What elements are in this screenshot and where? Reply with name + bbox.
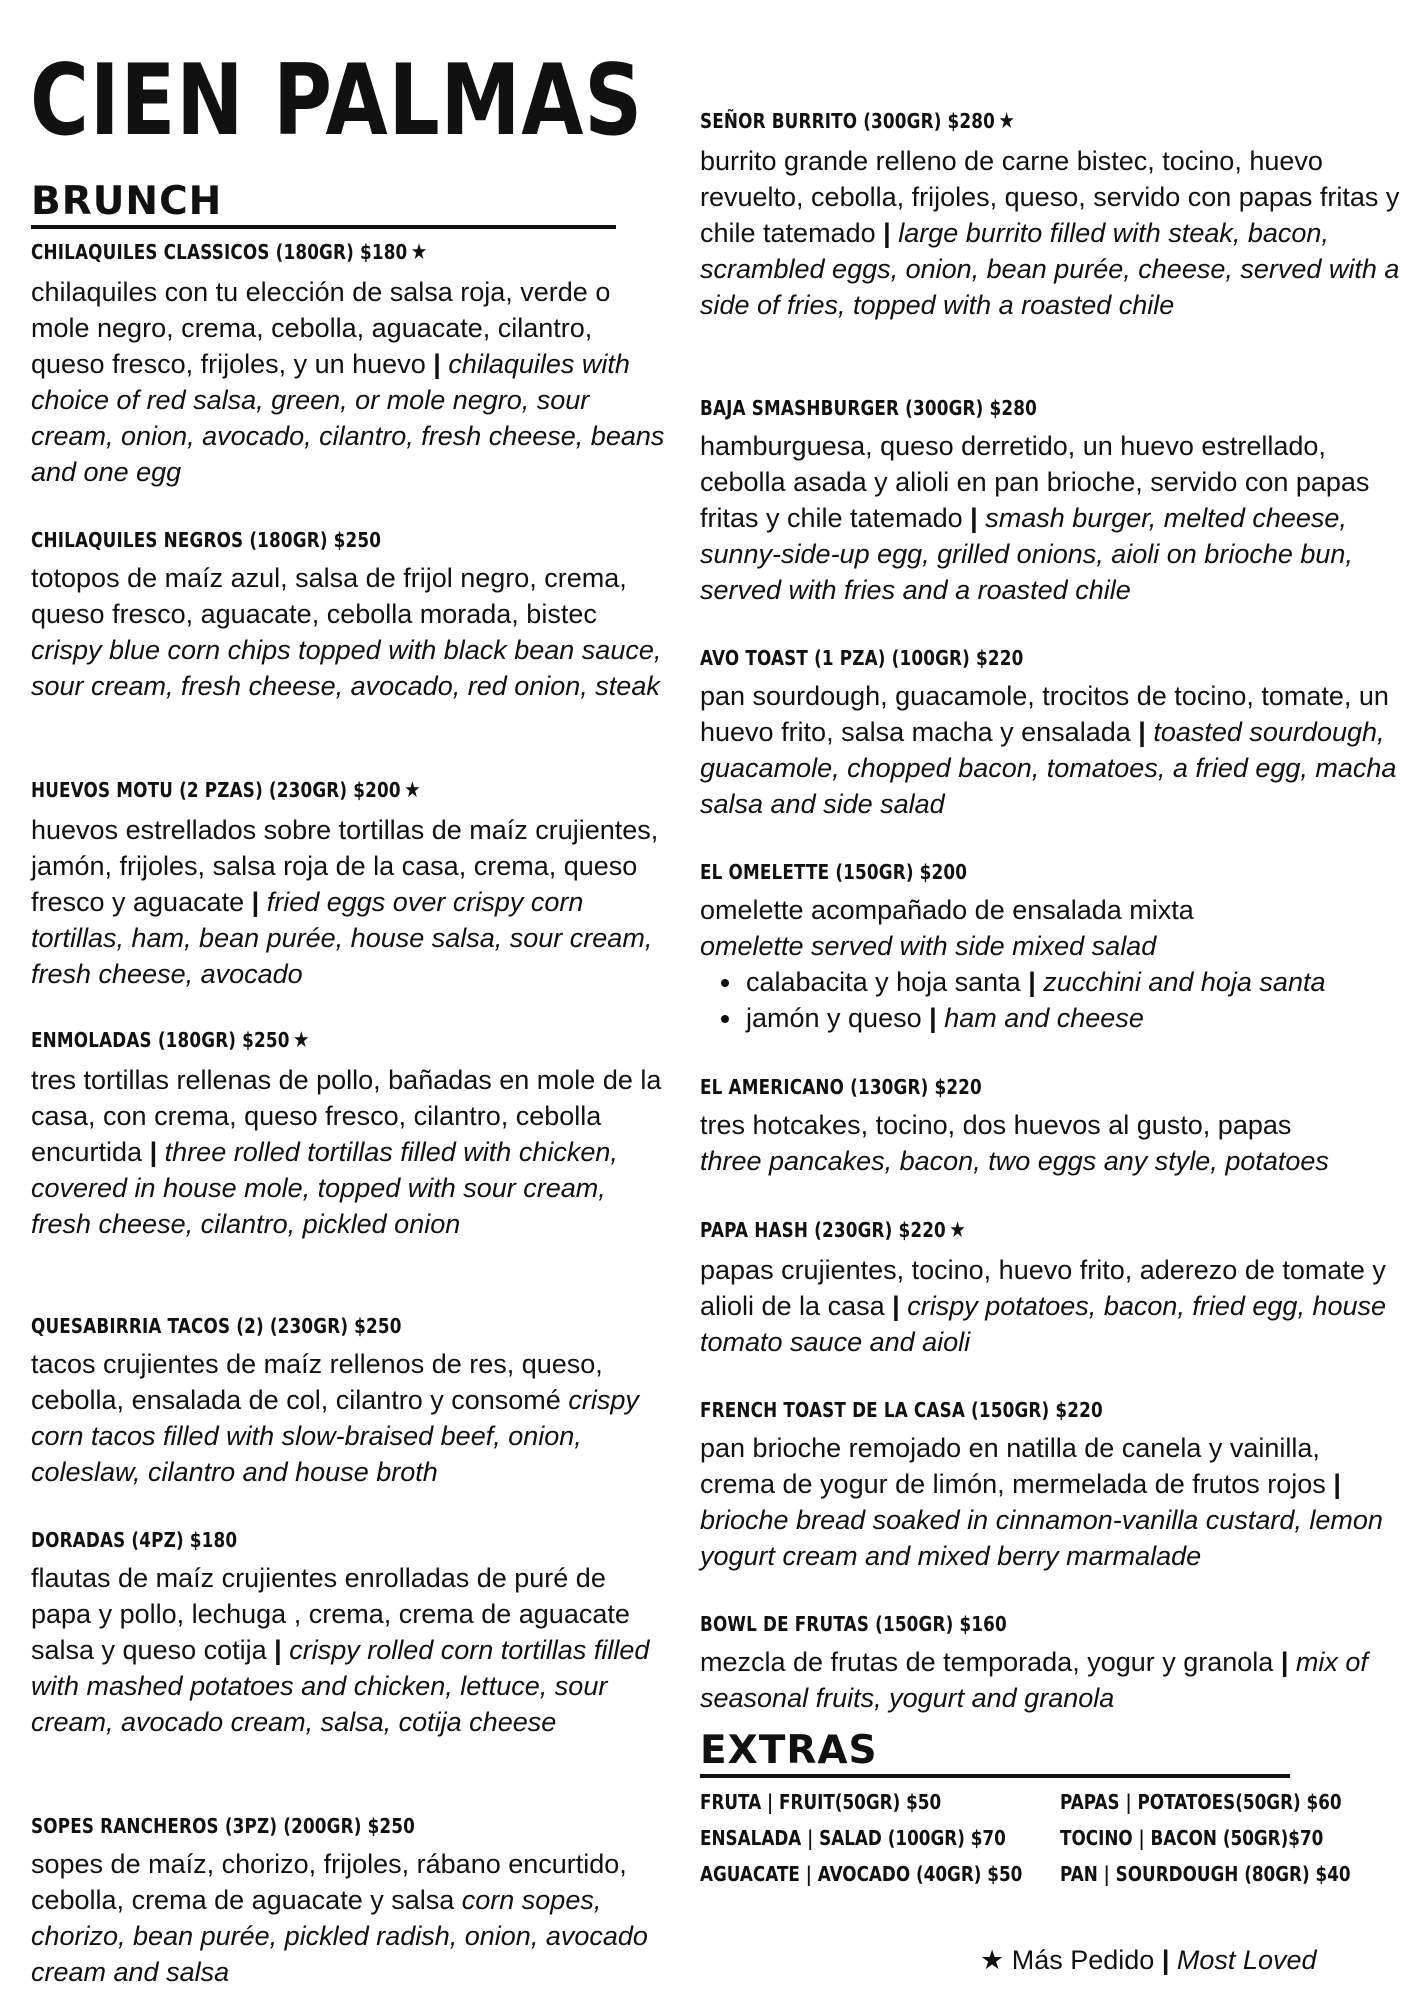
star-icon: ★	[998, 109, 1016, 134]
extra-item: AGUACATE | AVOCADO (40GR) $50	[700, 1862, 1023, 1886]
menu-item	[31, 242, 671, 490]
item-description: pan brioche remojado en natilla de canela y vainilla, crema de yogur de limón, mermelada de frutos rojos | brioche bread soaked in cinnamon-vanilla custard, lemon yogurt cream and mixed berry marmalade	[700, 1433, 1383, 1571]
menu-item	[700, 398, 1400, 608]
item-title: PAPA HASH (230GR) $220 ★	[700, 1218, 967, 1243]
extras-rule	[700, 1774, 1290, 1778]
item-description: pan sourdough, guacamole, trocitos de tocino, tomate, un huevo frito, salsa macha y ensalada | toasted sourdough, guacamole, chopped bacon, tomatoes, a fried egg, macha salsa and side salad	[700, 681, 1397, 819]
extras-heading: EXTRAS	[700, 1728, 878, 1773]
menu-item	[700, 1220, 1400, 1360]
extra-item: FRUTA | FRUIT(50GR) $50	[700, 1790, 942, 1814]
extras-list	[700, 1788, 1380, 1888]
item-description: omelette acompañado de ensalada mixta omelette served with side mixed salad	[700, 895, 1194, 961]
item-description: totopos de maíz azul, salsa de frijol negro, crema, queso fresco, aguacate, cebolla morada, bistec crispy blue corn chips topped with black bean sauce, sour cream, fresh cheese, avocado, red onion, steak	[31, 563, 662, 701]
option-item: • calabacita y hoja santa | zucchini and hoja santa	[744, 964, 1400, 1000]
extra-item: PAPAS | POTATOES(50GR) $60	[1060, 1790, 1342, 1814]
item-description: tacos crujientes de maíz rellenos de res, queso, cebolla, ensalada de col, cilantro y consomé crispy corn tacos filled with slow-braised beef, onion, coleslaw, cilantro and house broth	[31, 1349, 639, 1487]
item-title: FRENCH TOAST DE LA CASA (150GR) $220	[700, 1398, 1103, 1422]
menu-item	[700, 1614, 1400, 1716]
extra-item: PAN | SOURDOUGH (80GR) $40	[1060, 1862, 1351, 1886]
star-icon: ★	[410, 240, 428, 265]
item-title: SEÑOR BURRITO (300GR) $280 ★	[700, 109, 1016, 134]
item-description: burrito grande relleno de carne bistec, tocino, huevo revuelto, cebolla, frijoles, queso, servido con papas fritas y chile tatemado | large burrito filled with steak, bacon, scrambled eggs, onion, bean purée, cheese, served with a side of fries, topped with a roasted chile	[700, 146, 1400, 320]
item-title: QUESABIRRIA TACOS (2) (230GR) $250	[31, 1314, 402, 1338]
star-icon: ★	[980, 1945, 1005, 1975]
brunch-rule	[31, 225, 616, 229]
menu-item	[31, 1816, 671, 1990]
item-title: ENMOLADAS (180GR) $250 ★	[31, 1028, 310, 1053]
extra-item: TOCINO | BACON (50GR)$70	[1060, 1826, 1324, 1850]
omelette-options	[700, 964, 1400, 1036]
item-title: HUEVOS MOTU (2 PZAS) (230GR) $200 ★	[31, 778, 421, 803]
item-description: tres hotcakes, tocino, dos huevos al gusto, papas three pancakes, bacon, two eggs any style, potatoes	[700, 1110, 1329, 1176]
menu-item	[31, 1530, 671, 1740]
item-title: CHILAQUILES NEGROS (180GR) $250	[31, 528, 382, 552]
item-description: sopes de maíz, chorizo, frijoles, rábano encurtido, cebolla, crema de aguacate y salsa corn sopes, chorizo, bean purée, pickled radish, onion, avocado cream and salsa	[31, 1849, 648, 1987]
option-item: • jamón y queso | ham and cheese	[744, 1000, 1400, 1036]
item-description: papas crujientes, tocino, huevo frito, aderezo de tomate y alioli de la casa | crispy potatoes, bacon, fried egg, house tomato sauce and aioli	[700, 1255, 1387, 1357]
legend-note: ★ Más Pedido | Most Loved	[980, 1945, 1317, 1975]
menu-item	[31, 1316, 671, 1490]
brunch-heading: BRUNCH	[31, 179, 223, 224]
menu-item	[700, 1400, 1400, 1574]
item-description: mezcla de frutas de temporada, yogur y granola | mix of seasonal fruits, yogurt and granola	[700, 1647, 1368, 1713]
item-description: huevos estrellados sobre tortillas de maíz crujientes, jamón, frijoles, salsa roja de la casa, crema, queso fresco y aguacate | fried eggs over crispy corn tortillas, ham, bean purée, house salsa, sour cream, fresh cheese, avocado	[31, 815, 659, 989]
item-title: EL AMERICANO (130GR) $220	[700, 1075, 982, 1099]
item-title: DORADAS (4PZ) $180	[31, 1528, 238, 1552]
item-description: flautas de maíz crujientes enrolladas de puré de papa y pollo, lechuga , crema, crema de aguacate salsa y queso cotija | crispy rolled corn tortillas filled with mashed potatoes and chicken, lettuce, sour cream, avocado cream, salsa, cotija cheese	[31, 1563, 650, 1737]
menu-item	[700, 648, 1400, 822]
menu-item	[700, 111, 1400, 323]
item-title: EL OMELETTE (150GR) $200	[700, 860, 968, 884]
restaurant-title: CIEN PALMAS	[30, 44, 643, 158]
item-title: AVO TOAST (1 PZA) (100GR) $220	[700, 646, 1024, 670]
item-title: SOPES RANCHEROS (3PZ) (200GR) $250	[31, 1814, 416, 1838]
menu-item	[700, 1077, 1400, 1179]
star-icon: ★	[949, 1218, 967, 1243]
item-description: chilaquiles con tu elección de salsa roja, verde o mole negro, crema, cebolla, aguacate, cilantro, queso fresco, frijoles, y un huevo | chilaquiles with choice of red salsa, green, or mole negro, sour cream, onion, avocado, cilantro, fresh cheese, beans and one egg	[31, 277, 665, 487]
menu-item	[31, 780, 671, 992]
item-title: BOWL DE FRUTAS (150GR) $160	[700, 1612, 1007, 1636]
item-description: hamburguesa, queso derretido, un huevo estrellado, cebolla asada y alioli en pan brioche, servido con papas fritas y chile tatemado | smash burger, melted cheese, sunny-side-up egg, grilled onions, aioli on brioche bun, served with fries and a roasted chile	[700, 431, 1370, 605]
menu-item	[31, 1030, 671, 1242]
star-icon: ★	[292, 1028, 310, 1053]
menu-item	[700, 862, 1400, 1036]
item-title: CHILAQUILES CLASSICOS (180GR) $180 ★	[31, 240, 428, 265]
menu-item	[31, 530, 671, 704]
extras-header	[700, 1728, 1290, 1778]
extra-item: ENSALADA | SALAD (100GR) $70	[700, 1826, 1006, 1850]
item-description: tres tortillas rellenas de pollo, bañadas en mole de la casa, con crema, queso fresco, cilantro, cebolla encurtida | three rolled tortillas filled with chicken, covered in house mole, topped with sour cream, fresh cheese, cilantro, pickled onion	[31, 1065, 662, 1239]
brunch-header	[31, 179, 616, 229]
star-icon: ★	[404, 778, 421, 803]
item-title: BAJA SMASHBURGER (300GR) $280	[700, 396, 1037, 420]
